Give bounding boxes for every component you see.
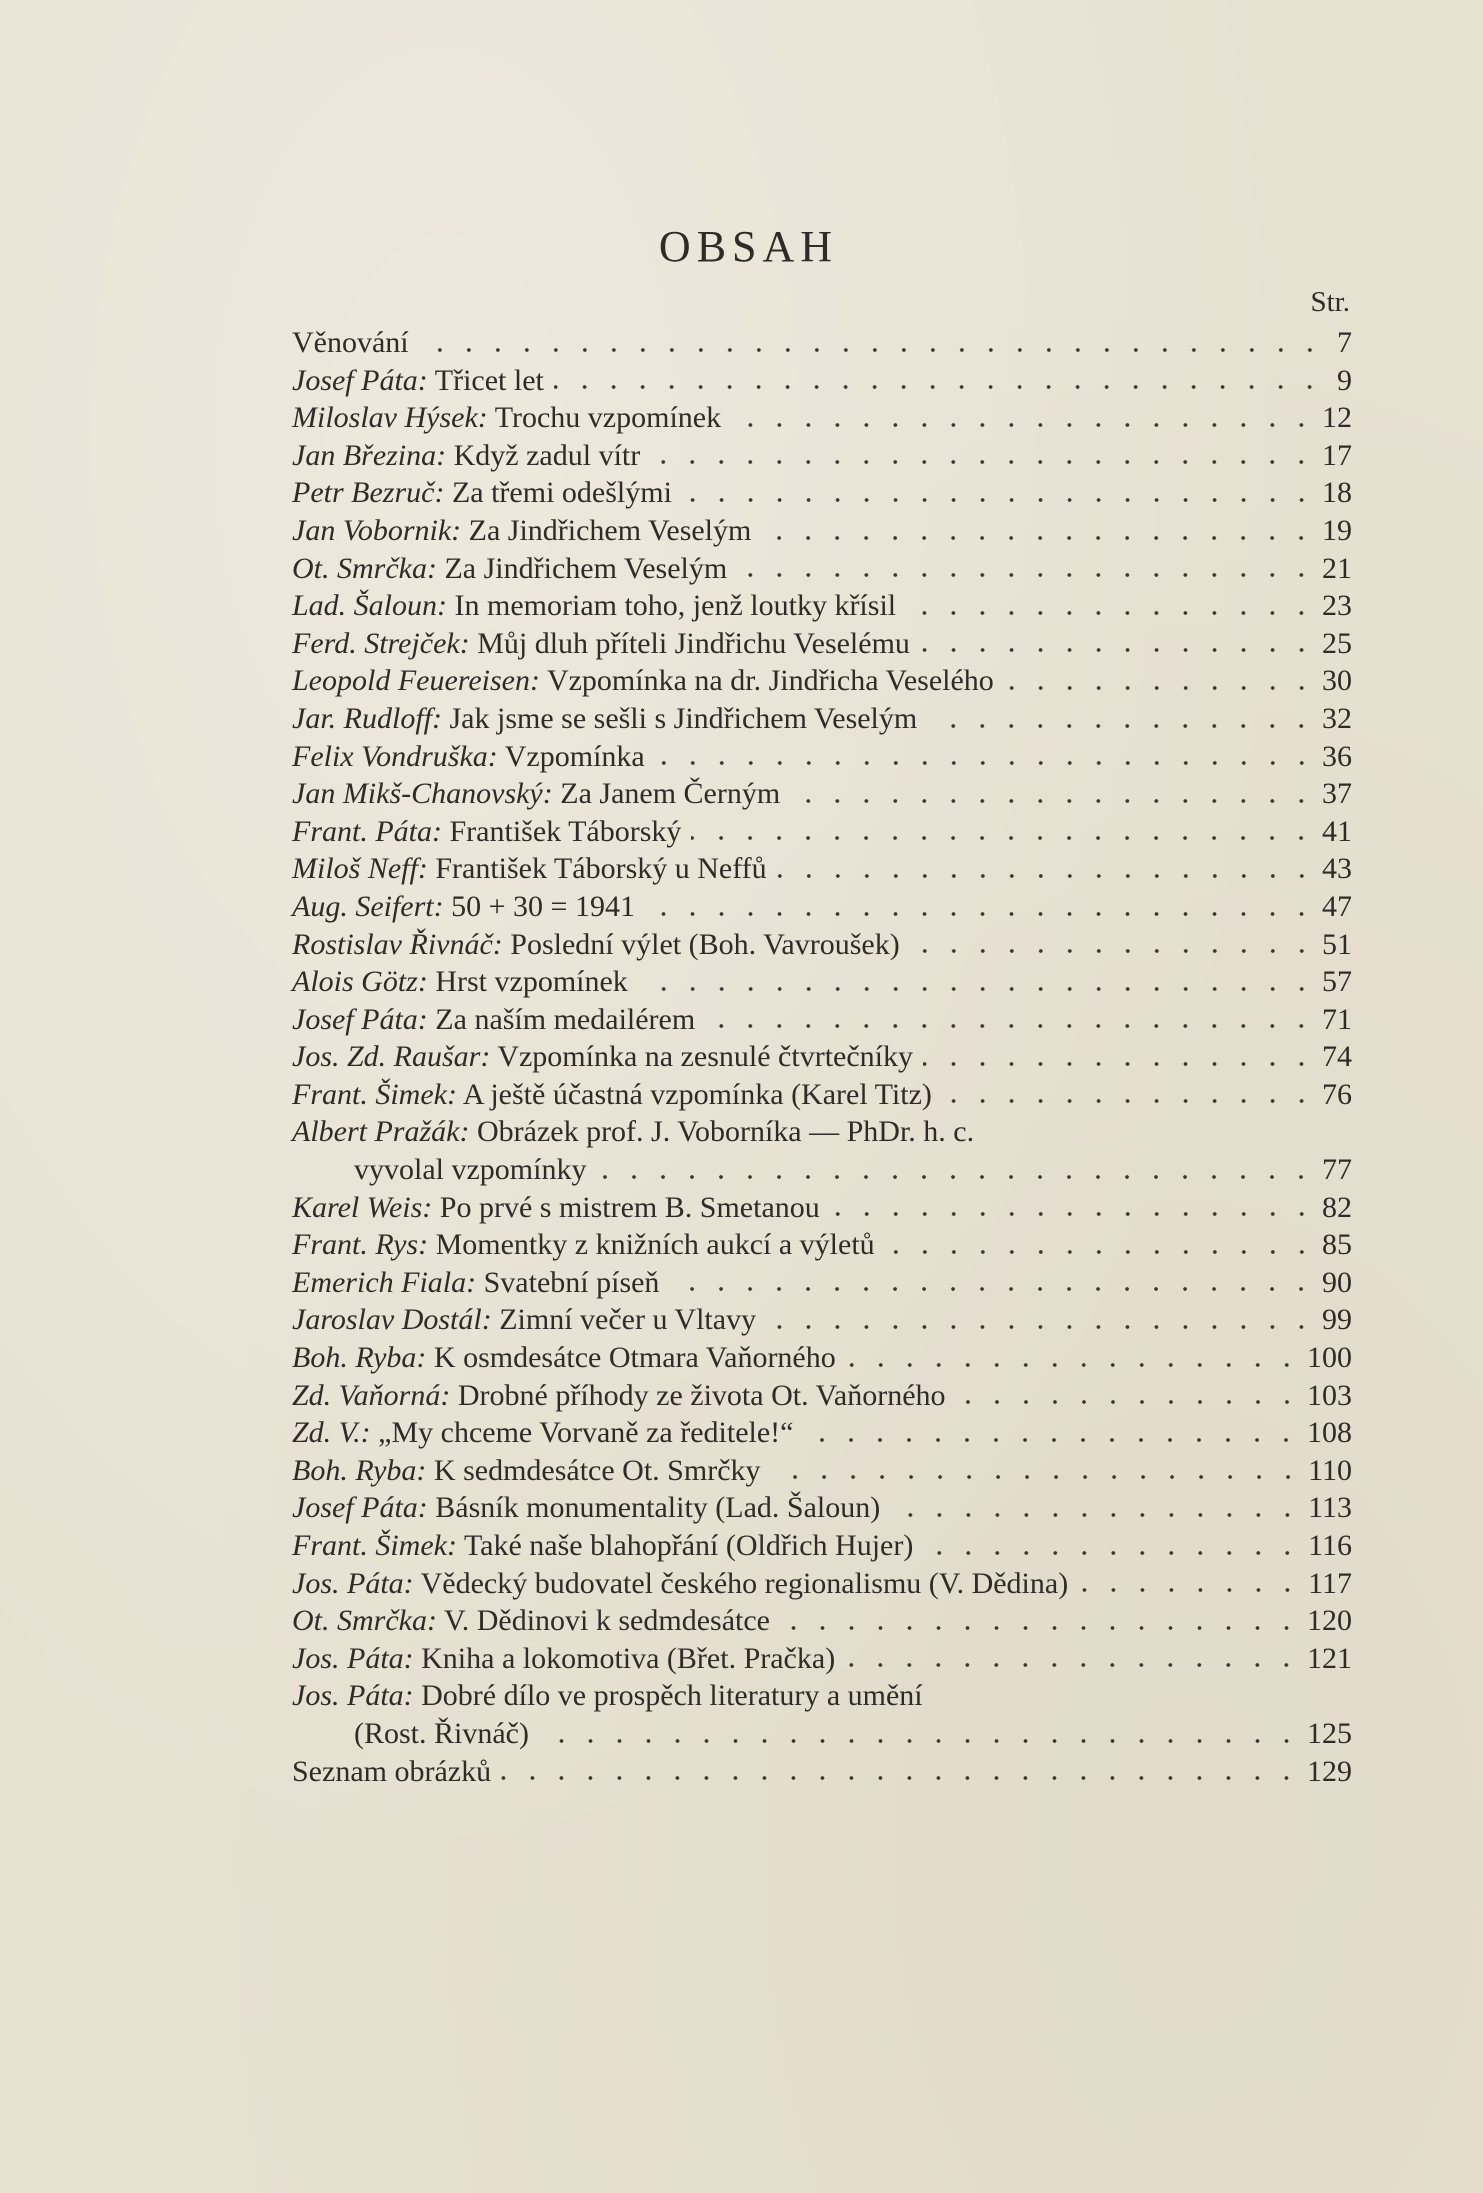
toc-title: Dobré dílo ve prospěch literatury a umění: [421, 1679, 923, 1713]
dot-leader: [766, 1301, 1316, 1339]
toc-entry: [292, 625, 1352, 663]
toc-title: Za třemi odešlými: [451, 476, 672, 510]
toc-author: Frant. Rys:: [292, 1228, 429, 1262]
toc-title: Vzpomínka na dr. Jindřicha Veselého: [546, 664, 994, 698]
dot-leader: [803, 1414, 1301, 1452]
toc-entry: [292, 587, 1352, 625]
toc-entry: [292, 1076, 1352, 1114]
toc-title: K osmdesátce Otmara Vaňorného: [433, 1341, 836, 1375]
toc-author: Boh. Ryba:: [292, 1341, 427, 1375]
toc-entry-text: [292, 437, 640, 475]
toc-title: Momentky z knižních aukcí a výletů: [435, 1228, 875, 1262]
toc-entry: [292, 1565, 1352, 1603]
toc-entry: [292, 1377, 1352, 1415]
toc-entry-text: [292, 1226, 875, 1264]
dot-leader: [846, 1339, 1301, 1377]
dot-leader: [737, 550, 1316, 588]
dot-leader: [1004, 662, 1316, 700]
toc-page-number: 25: [1322, 626, 1352, 660]
toc-entry-text: [292, 512, 751, 550]
toc-title: Můj dluh příteli Jindřichu Veselému: [477, 626, 910, 660]
toc-entry-text: [292, 662, 994, 700]
toc-entry: [292, 1753, 1352, 1791]
dot-leader: [830, 1189, 1316, 1227]
toc-author: Zd. Vaňorná:: [292, 1378, 451, 1412]
toc-page-number: 99: [1322, 1303, 1352, 1337]
toc-title: Hrst vzpomínek: [435, 965, 628, 999]
toc-page-number: 21: [1322, 551, 1352, 585]
toc-page-number: 19: [1322, 513, 1352, 547]
toc-entry-text: [292, 1001, 695, 1039]
toc-author: Jan Mikš-Chanovský:: [292, 777, 553, 811]
toc-title: A ještě účastná vzpomínka (Karel Titz): [462, 1077, 932, 1111]
toc-author: Miloš Neff:: [292, 852, 428, 886]
toc-entry: [292, 512, 1352, 550]
dot-leader: [501, 1753, 1301, 1791]
toc-author: Jaroslav Dostál:: [292, 1303, 492, 1337]
toc-author: Josef Páta:: [292, 363, 428, 397]
dot-leader: [790, 775, 1316, 813]
toc-title: Básník monumentality (Lad. Šaloun): [435, 1491, 881, 1525]
toc-page-number: 121: [1307, 1641, 1352, 1675]
toc-entry-continuation: [292, 1151, 1352, 1189]
toc-page-number: 110: [1308, 1453, 1352, 1487]
toc-entry: [292, 1339, 1352, 1377]
toc-entry: [292, 1677, 1352, 1715]
toc-entry: [292, 700, 1352, 738]
dot-leader: [539, 1715, 1301, 1753]
toc-page-number: 103: [1307, 1378, 1352, 1412]
toc-author: Rostislav Řivnáč:: [292, 927, 503, 961]
toc-page-number: 47: [1322, 889, 1352, 923]
dot-leader: [885, 1226, 1316, 1264]
toc-page-number: 18: [1322, 476, 1352, 510]
toc-page-number: 116: [1308, 1529, 1352, 1562]
toc-page-number: 113: [1308, 1491, 1352, 1525]
dot-leader: [761, 512, 1316, 550]
toc-page-number: 100: [1307, 1341, 1352, 1375]
toc-title: Seznam obrázků: [292, 1754, 492, 1788]
toc-page-number: 32: [1322, 701, 1352, 735]
toc-entry-text: [292, 1189, 820, 1227]
toc-title: Věnování: [292, 326, 409, 359]
toc-entry: [292, 399, 1352, 437]
dot-leader: [956, 1377, 1301, 1415]
toc-entry: [292, 850, 1352, 888]
toc-entry-text: [292, 362, 544, 400]
toc-page-number: 57: [1322, 965, 1352, 999]
toc-title: Obrázek prof. J. Voborníka — PhDr. h. c.: [476, 1115, 975, 1149]
toc-author: Miloslav Hýsek:: [292, 401, 488, 435]
toc-author: Ot. Smrčka:: [292, 1604, 437, 1638]
toc-author: Petr Bezruč:: [292, 476, 445, 510]
page-title: OBSAH: [658, 222, 839, 271]
dot-leader: [780, 1602, 1301, 1640]
toc-title: Kniha a lokomotiva (Břet. Pračka): [421, 1641, 836, 1675]
dot-leader: [650, 437, 1316, 475]
toc-author: Frant. Páta:: [292, 814, 442, 848]
toc-title: Jak jsme se sešli s Jindřichem Veselým: [449, 701, 918, 735]
toc-author: Karel Weis:: [292, 1190, 433, 1224]
toc-entry: [292, 1301, 1352, 1339]
toc-title: František Táborský: [449, 814, 682, 848]
dot-leader: [942, 1076, 1316, 1114]
toc-title: Trochu vzpomínek: [494, 401, 722, 435]
toc-entry: [292, 1602, 1352, 1640]
dot-leader: [682, 474, 1316, 512]
toc-entry: [292, 775, 1352, 813]
toc-title: V. Dědinovi k sedmdesátce: [443, 1604, 770, 1638]
toc-entry: [292, 324, 1352, 362]
toc-entry: [292, 550, 1352, 588]
toc-author: Jos. Zd. Raušar:: [292, 1040, 491, 1074]
toc-page-number: 37: [1322, 777, 1352, 811]
toc-author: Emerich Fiala:: [292, 1265, 477, 1299]
toc-page-number: 90: [1322, 1265, 1352, 1299]
toc-author: Boh. Ryba:: [292, 1453, 427, 1487]
toc-entry-text: [292, 550, 727, 588]
dot-leader: [771, 1452, 1303, 1490]
toc-entry-text: [292, 1640, 835, 1678]
toc-author: Alois Götz:: [292, 965, 428, 999]
toc-entry-text: [292, 1339, 836, 1377]
toc-page-number: 41: [1322, 814, 1352, 848]
toc-title: Drobné příhody ze života Ot. Vaňorného: [457, 1378, 946, 1412]
toc-page-number: 43: [1322, 852, 1352, 886]
dot-leader: [731, 399, 1316, 437]
toc-title: „My chceme Vorvaně za ředitele!“: [378, 1416, 794, 1450]
toc-entry: [292, 1640, 1352, 1678]
dot-leader: [554, 362, 1324, 400]
toc-title: Vzpomínka na zesnulé čtvrtečníky: [497, 1040, 913, 1074]
toc-title: František Táborský u Neffů: [435, 852, 767, 886]
dot-leader: [927, 700, 1316, 738]
toc-entry: [292, 1001, 1352, 1039]
toc-entry-text: [292, 1452, 761, 1490]
toc-entry-text: [292, 963, 628, 1001]
toc-title: Vzpomínka: [504, 739, 645, 773]
dot-leader: [923, 1038, 1316, 1076]
toc-author: Leopold Feuereisen:: [292, 664, 540, 698]
toc-entry: [292, 1189, 1352, 1227]
toc-title: 50 + 30 = 1941: [451, 889, 635, 923]
toc-entry-text: [292, 587, 896, 625]
toc-title: K sedmdesátce Ot. Smrčky: [433, 1453, 761, 1487]
toc-entry: [292, 1452, 1352, 1490]
toc-title: Třicet let: [434, 363, 544, 397]
toc-author: Lad. Šaloun:: [292, 589, 448, 623]
dot-leader: [910, 926, 1316, 964]
toc-author: Felix Vondruška:: [292, 739, 498, 773]
toc-page-number: 36: [1322, 739, 1352, 773]
toc-page-number: 30: [1322, 664, 1352, 698]
toc-page-number: 12: [1322, 401, 1352, 435]
toc-author: Jan Vobornik:: [292, 513, 462, 547]
toc-title: In memoriam toho, jenž loutky křísil: [454, 589, 897, 623]
dot-leader: [669, 1264, 1316, 1302]
dot-leader: [596, 1151, 1316, 1189]
toc-title: Poslední výlet (Boh. Vavroušek): [510, 927, 900, 961]
toc-entry: [292, 437, 1352, 475]
toc-entry-text: [292, 700, 917, 738]
toc-entry: [292, 1527, 1352, 1565]
toc-author: Aug. Seifert:: [292, 889, 444, 923]
toc-entry-text: [292, 1677, 923, 1715]
toc-entry-text: [292, 625, 910, 663]
toc-title: Vědecký budovatel českého regionalismu (V. Dědina): [420, 1566, 1069, 1600]
toc-entry: [292, 963, 1352, 1001]
toc-page-number: 71: [1322, 1002, 1352, 1036]
toc-title-continuation: (Rost. Řivnáč): [354, 1716, 529, 1750]
toc-entry-text: [292, 1038, 913, 1076]
dot-leader: [638, 963, 1316, 1001]
toc-author: Josef Páta:: [292, 1491, 428, 1525]
dot-leader: [705, 1001, 1316, 1039]
dot-leader: [777, 850, 1316, 888]
toc-entry-text: [292, 813, 681, 851]
toc-entry: [292, 662, 1352, 700]
toc-entry: [292, 474, 1352, 512]
dot-leader: [920, 625, 1316, 663]
dot-leader: [845, 1640, 1301, 1678]
toc-author: Ferd. Strejček:: [292, 626, 470, 660]
dot-leader: [906, 587, 1316, 625]
dot-leader: [890, 1489, 1302, 1527]
toc-page-number: 85: [1322, 1228, 1352, 1262]
dot-leader: [923, 1527, 1302, 1565]
dot-leader: [691, 813, 1316, 851]
toc-entry-text: [292, 1264, 659, 1302]
toc-author: Jos. Páta:: [292, 1566, 414, 1600]
dot-leader: [1078, 1565, 1302, 1603]
toc-entry-continuation: [292, 1715, 1352, 1753]
toc-entry: [292, 1226, 1352, 1264]
toc-page-number: 17: [1322, 438, 1352, 472]
toc-entry-text: [292, 1076, 932, 1114]
toc-title: Za Jindřichem Veselým: [444, 551, 728, 585]
toc-entry-text: [292, 850, 767, 888]
toc-author: Albert Pražák:: [292, 1115, 470, 1149]
toc-page-number: 76: [1322, 1077, 1352, 1111]
toc-entry-text: [292, 1527, 913, 1565]
toc-page-number: 7: [1337, 326, 1352, 359]
toc-entry-text: [292, 1301, 756, 1339]
toc-entry-text: [292, 1565, 1068, 1603]
toc-author: Jar. Rudloff:: [292, 701, 442, 735]
toc-entry-text: [292, 1602, 770, 1640]
page-column-label: Str.: [1310, 286, 1350, 318]
toc-entry-text: [292, 1489, 880, 1527]
toc-entry: [292, 888, 1352, 926]
toc-entry: [292, 1038, 1352, 1076]
toc-entry-text: [292, 1414, 793, 1452]
toc-page-number: 125: [1307, 1716, 1352, 1750]
toc-entry-text: [292, 399, 721, 437]
toc-title: Po prvé s mistrem B. Smetanou: [439, 1190, 820, 1224]
toc-author: Frant. Šimek:: [292, 1529, 457, 1562]
toc-page-number: 77: [1322, 1153, 1352, 1187]
toc-author: Josef Páta:: [292, 1002, 428, 1036]
toc-author: Jos. Páta:: [292, 1641, 414, 1675]
toc-author: Jan Březina:: [292, 438, 447, 472]
toc-page-number: 82: [1322, 1190, 1352, 1224]
toc-page-number: 117: [1308, 1566, 1352, 1600]
dot-leader: [645, 888, 1316, 926]
toc-page-number: 9: [1337, 363, 1352, 397]
toc-title: Svatební píseň: [483, 1265, 660, 1299]
toc-entry: [292, 926, 1352, 964]
toc-entry-text: [292, 775, 780, 813]
toc-entry-text: [292, 926, 900, 964]
toc-title: Když zadul vítr: [453, 438, 641, 472]
toc-title: Také naše blahopřání (Oldřich Hujer): [463, 1529, 914, 1562]
table-of-contents: [292, 324, 1352, 1790]
toc-entry: [292, 1489, 1352, 1527]
toc-page-number: 51: [1322, 927, 1352, 961]
toc-title: Za naším medailérem: [435, 1002, 696, 1036]
toc-entry-text: [292, 324, 409, 362]
toc-page-number: 108: [1307, 1416, 1352, 1450]
toc-entry-text: [292, 738, 645, 776]
toc-entry: [292, 738, 1352, 776]
toc-entry: [292, 813, 1352, 851]
toc-page-number: 74: [1322, 1040, 1352, 1074]
toc-entry: [292, 1113, 1352, 1151]
toc-page-number: 120: [1307, 1604, 1352, 1638]
toc-page-number: 23: [1322, 589, 1352, 623]
dot-leader: [655, 738, 1316, 776]
toc-entry: [292, 362, 1352, 400]
toc-entry-text: [292, 474, 672, 512]
toc-entry-text: [292, 1377, 946, 1415]
toc-title: Za Janem Černým: [560, 777, 781, 811]
toc-title: Zimní večer u Vltavy: [499, 1303, 757, 1337]
toc-entry-text: [292, 1113, 974, 1151]
toc-author: Jos. Páta:: [292, 1679, 414, 1713]
toc-title: Za Jindřichem Veselým: [468, 513, 752, 547]
dot-leader: [419, 324, 1324, 362]
toc-entry: [292, 1414, 1352, 1452]
toc-entry-text: [292, 888, 635, 926]
toc-page-number: 129: [1307, 1754, 1352, 1788]
toc-title-continuation: vyvolal vzpomínky: [354, 1153, 587, 1187]
toc-author: Zd. V.:: [292, 1416, 371, 1450]
toc-author: Frant. Šimek:: [292, 1077, 457, 1111]
toc-entry: [292, 1264, 1352, 1302]
toc-author: Ot. Smrčka:: [292, 551, 437, 585]
toc-entry-text: [292, 1753, 491, 1791]
